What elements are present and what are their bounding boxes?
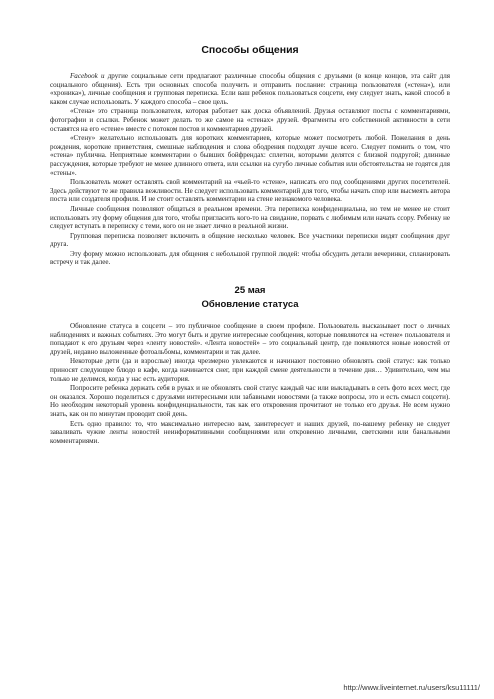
paragraph: «Стена» это страница пользователя, которая работает как доска объявлений. Друзья оставляют посты с комментариями, фотографии и ссылки. Ребенок может делать то же самое на «стенах» друзей. Фрагменты его собственной активности в сети оставятся на его «стене» вместе с потоком постов и комментариев друзей. <box>50 107 450 133</box>
paragraph: Некоторые дети (да и взрослые) иногда чрезмерно увлекаются и начинают постоянно обновлять свой статус: как только приносят следующее блюдо в кафе, когда начинается снег, при каждой смене деятельности в течение дня… Удивительно, чем мы только не делимся, когда у нас есть аудитория. <box>50 357 450 383</box>
paragraph: Групповая переписка позволяет включить в общение несколько человек. Все участники переписки видят сообщения друг друга. <box>50 231 450 249</box>
lead-word: Facebook и <box>70 72 105 80</box>
paragraph: Обновление статуса в соцсети – это публичное сообщение в своем профиле. Пользователь высказывает пост о личных наблюдениях и важных событиях. Это могут быть и другие интересные сообщения, которые появляются на «стене» пользователя и попадают к его друзьям через «ленту новостей». «Лента новостей» – это социальный центр, где появляются новые новостей от друзей, недавно выложенные фотоальбомы, комментарии и так далее. <box>50 322 450 356</box>
paragraph: «Стену» желательно использовать для коротких комментариев, которые может посмотреть любой. Пожелания в день рождения, короткие приветствия, смешные наблюдения и слова ободрения подходят лучше всего. Следует помнить о том, что «стена» публична. Неприятные комментарии о бывших бойфрендах: сплетни, которыми делятся с близкой подругой; длинные рассуждения, которые требуют не менее длинного ответа, или ссылки на сугубо личные события или обстоятельства не годятся для «стены». <box>50 134 450 177</box>
section-title: Способы общения <box>201 44 299 56</box>
paragraph: Личные сообщения позволяют общаться в реальном времени. Эта переписка конфиденциальна, но тем не менее не стоит использовать эту форму общения для того, чтобы пригласить кого-то на свидание, порвать с любимым или начать ссору. Ребенку не следует вступать в переписку с теми, кого он не знает лично в реальной жизни. <box>50 204 450 231</box>
paragraph: Попросите ребенка держать себя в руках и не обновлять свой статус каждый час или выкладывать в сеть фото всех мест, где он оказался. Хорошо поделиться с друзьями интересными или забавными новостями (а также вопросы, это и есть смысл соцсети). Но необходим некоторый уровень конфиденциальности, так как его откровения прочитают не только его друзья. Не всем нужно знать, как он по минутам проводит свой день. <box>50 384 450 418</box>
paragraph: Есть одно правило: то, что максимально интересно вам, заинтересует и наших друзей, по-вашему ребенку не следует заваливать чужие ленты новостей неинформативными сообщениями или откровенно личными, светскими или банальными комментариями. <box>50 419 450 445</box>
paragraph: Эту форму можно использовать для общения с небольшой группой людей: чтобы обсудить детали вечеринки, спланировать встречу и так далее. <box>50 249 450 267</box>
footer-url: http://www.liveinternet.ru/users/ksu11111/ <box>343 683 480 692</box>
paragraph <box>50 72 450 106</box>
document-page <box>50 44 450 446</box>
section-title-2: Обновление статуса <box>201 299 299 311</box>
paragraph: Пользователь может оставлять свой комментарий на «чьей-то «стене», написать его под сообщениями других посетителей. Здесь действуют те же правила вежливости. Не следует использовать комментарий для того, чтобы начать спор или высмеять автора поста или создателя профиля. И не стоит оставлять комментарии на стене незнакомого человека. <box>50 178 450 204</box>
entry-date: 25 мая <box>234 285 266 297</box>
paragraph-text: другие социальные сети предлагают различные способы общения с друзьями (в конце концов, эта сайт для социального общения). Есть три основных способа получить и отправить послание: страница пользователя («стена»), или «хроника»), личные сообщения и групповая переписка. Если ваш ребенок пользоваться соцсети, ему следует знать, какой способ в каком случае использовать. У каждого способа – свое цель. <box>50 72 450 106</box>
